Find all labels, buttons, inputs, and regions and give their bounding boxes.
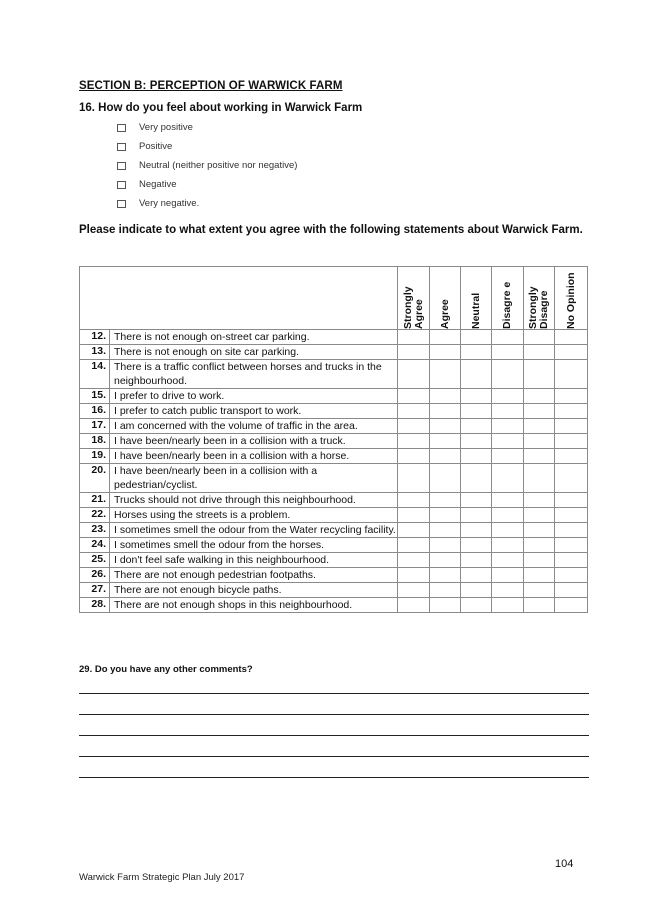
statement-text: I have been/nearly been in a collision with a truck. <box>110 434 398 449</box>
response-cell[interactable] <box>524 449 555 464</box>
response-cell[interactable] <box>524 330 555 345</box>
row-number: 24. <box>80 538 110 553</box>
response-cell[interactable] <box>555 419 588 434</box>
response-cell[interactable] <box>555 345 588 360</box>
response-cell[interactable] <box>492 434 524 449</box>
row-number: 25. <box>80 553 110 568</box>
row-number: 28. <box>80 598 110 613</box>
response-cell[interactable] <box>524 389 555 404</box>
comment-line[interactable] <box>79 777 589 778</box>
response-cell[interactable] <box>524 360 555 389</box>
statement-text: I sometimes smell the odour from the horses. <box>110 538 398 553</box>
response-cell[interactable] <box>398 598 430 613</box>
response-cell[interactable] <box>430 598 461 613</box>
response-cell[interactable] <box>555 404 588 419</box>
response-cell[interactable] <box>430 404 461 419</box>
response-cell[interactable] <box>398 583 430 598</box>
response-cell[interactable] <box>492 583 524 598</box>
response-cell[interactable] <box>492 538 524 553</box>
response-cell[interactable] <box>461 583 492 598</box>
response-cell[interactable] <box>461 360 492 389</box>
checkbox-icon[interactable] <box>117 143 126 151</box>
response-cell[interactable] <box>555 449 588 464</box>
row-number: 19. <box>80 449 110 464</box>
table-row <box>80 464 588 493</box>
response-cell[interactable] <box>492 345 524 360</box>
response-cell[interactable] <box>492 389 524 404</box>
col-neutral: Neutral <box>461 267 492 330</box>
table-row <box>80 598 588 613</box>
table-header-row <box>80 267 588 330</box>
table-row <box>80 434 588 449</box>
response-cell[interactable] <box>461 419 492 434</box>
response-cell[interactable] <box>430 419 461 434</box>
response-cell[interactable] <box>555 389 588 404</box>
row-number: 22. <box>80 508 110 523</box>
table-row <box>80 389 588 404</box>
statement-text: There are not enough shops in this neighbourhood. <box>110 598 398 613</box>
response-cell[interactable] <box>461 404 492 419</box>
response-cell[interactable] <box>555 598 588 613</box>
statement-text: I prefer to catch public transport to work. <box>110 404 398 419</box>
row-number: 13. <box>80 345 110 360</box>
response-cell[interactable] <box>398 419 430 434</box>
response-cell[interactable] <box>430 568 461 583</box>
table-row <box>80 419 588 434</box>
response-cell[interactable] <box>524 583 555 598</box>
agreement-table <box>79 266 588 613</box>
statement-text: There is not enough on site car parking. <box>110 345 398 360</box>
comment-line[interactable] <box>79 693 589 694</box>
response-cell[interactable] <box>430 583 461 598</box>
response-cell[interactable] <box>461 538 492 553</box>
response-cell[interactable] <box>430 493 461 508</box>
statement-text: There is a traffic conflict between horses and trucks in the neighbourhood. <box>110 360 398 389</box>
table-row <box>80 538 588 553</box>
response-cell[interactable] <box>492 404 524 419</box>
response-cell[interactable] <box>461 493 492 508</box>
comment-line[interactable] <box>79 756 589 757</box>
response-cell[interactable] <box>492 568 524 583</box>
option-label: Very positive <box>139 122 193 133</box>
checkbox-icon[interactable] <box>117 124 126 132</box>
option-label: Very negative. <box>139 198 200 209</box>
response-cell[interactable] <box>492 598 524 613</box>
response-cell[interactable] <box>492 523 524 538</box>
response-cell[interactable] <box>492 449 524 464</box>
response-cell[interactable] <box>398 434 430 449</box>
col-strongly-disagree: Strongly Disagre <box>524 267 555 330</box>
section-heading: SECTION B: PERCEPTION OF WARWICK FARM <box>79 80 343 92</box>
checkbox-icon[interactable] <box>117 200 126 208</box>
row-number: 12. <box>80 330 110 345</box>
response-cell[interactable] <box>492 360 524 389</box>
response-cell[interactable] <box>555 523 588 538</box>
statement-text: There is not enough on-street car parking. <box>110 330 398 345</box>
response-cell[interactable] <box>398 389 430 404</box>
response-cell[interactable] <box>492 330 524 345</box>
table-row <box>80 404 588 419</box>
response-cell[interactable] <box>524 404 555 419</box>
response-cell[interactable] <box>492 553 524 568</box>
response-cell[interactable] <box>555 330 588 345</box>
response-cell[interactable] <box>398 568 430 583</box>
response-cell[interactable] <box>492 464 524 493</box>
response-cell[interactable] <box>430 523 461 538</box>
response-cell[interactable] <box>430 330 461 345</box>
response-cell[interactable] <box>555 538 588 553</box>
response-cell[interactable] <box>398 360 430 389</box>
response-cell[interactable] <box>555 434 588 449</box>
instruction-text: Please indicate to what extent you agree with the following statements about Warwick Farm. <box>79 224 583 236</box>
table-row <box>80 493 588 508</box>
row-number: 14. <box>80 360 110 389</box>
row-number: 23. <box>80 523 110 538</box>
col-strongly-agree: Strongly Agree <box>398 267 430 330</box>
checkbox-icon[interactable] <box>117 181 126 189</box>
footer-text: Warwick Farm Strategic Plan July 2017 <box>79 872 245 883</box>
response-cell[interactable] <box>398 508 430 523</box>
response-cell[interactable] <box>524 345 555 360</box>
statement-text: I prefer to drive to work. <box>110 389 398 404</box>
response-cell[interactable] <box>398 345 430 360</box>
row-number: 17. <box>80 419 110 434</box>
response-cell[interactable] <box>524 508 555 523</box>
statement-text: I am concerned with the volume of traffic in the area. <box>110 419 398 434</box>
response-cell[interactable] <box>461 598 492 613</box>
col-no-opinion: No Opinion <box>555 267 588 330</box>
statement-text: There are not enough bicycle paths. <box>110 583 398 598</box>
response-cell[interactable] <box>461 508 492 523</box>
response-cell[interactable] <box>398 553 430 568</box>
question-16: 16. How do you feel about working in Warwick Farm <box>79 102 363 114</box>
response-cell[interactable] <box>555 508 588 523</box>
response-cell[interactable] <box>524 553 555 568</box>
response-cell[interactable] <box>461 568 492 583</box>
question-29: 29. Do you have any other comments? <box>79 664 253 675</box>
response-cell[interactable] <box>398 404 430 419</box>
response-cell[interactable] <box>461 523 492 538</box>
response-cell[interactable] <box>492 493 524 508</box>
response-cell[interactable] <box>524 419 555 434</box>
response-cell[interactable] <box>524 464 555 493</box>
response-cell[interactable] <box>492 508 524 523</box>
table-row <box>80 553 588 568</box>
row-number: 15. <box>80 389 110 404</box>
statement-text: There are not enough pedestrian footpaths. <box>110 568 398 583</box>
response-cell[interactable] <box>430 360 461 389</box>
header-blank <box>80 267 398 330</box>
statement-text: I sometimes smell the odour from the Water recycling facility. <box>110 523 398 538</box>
response-cell[interactable] <box>398 538 430 553</box>
response-cell[interactable] <box>555 493 588 508</box>
table-row <box>80 360 588 389</box>
response-cell[interactable] <box>524 523 555 538</box>
checkbox-icon[interactable] <box>117 162 126 170</box>
row-number: 27. <box>80 583 110 598</box>
response-cell[interactable] <box>430 538 461 553</box>
table-row <box>80 523 588 538</box>
response-cell[interactable] <box>461 389 492 404</box>
response-cell[interactable] <box>555 360 588 389</box>
table-row <box>80 345 588 360</box>
response-cell[interactable] <box>555 583 588 598</box>
table-row <box>80 449 588 464</box>
row-number: 21. <box>80 493 110 508</box>
response-cell[interactable] <box>398 330 430 345</box>
response-cell[interactable] <box>430 434 461 449</box>
option-neutral[interactable] <box>117 160 297 171</box>
comment-line[interactable] <box>79 735 589 736</box>
statement-text: Horses using the streets is a problem. <box>110 508 398 523</box>
response-cell[interactable] <box>398 464 430 493</box>
response-cell[interactable] <box>524 493 555 508</box>
table-row <box>80 568 588 583</box>
response-cell[interactable] <box>398 493 430 508</box>
response-cell[interactable] <box>555 464 588 493</box>
option-negative[interactable] <box>117 179 177 190</box>
table-row <box>80 330 588 345</box>
statement-text: Trucks should not drive through this neighbourhood. <box>110 493 398 508</box>
row-number: 20. <box>80 464 110 493</box>
response-cell[interactable] <box>430 345 461 360</box>
row-number: 18. <box>80 434 110 449</box>
response-cell[interactable] <box>555 553 588 568</box>
response-cell[interactable] <box>492 419 524 434</box>
response-cell[interactable] <box>524 538 555 553</box>
response-cell[interactable] <box>430 553 461 568</box>
response-cell[interactable] <box>430 508 461 523</box>
response-cell[interactable] <box>430 449 461 464</box>
response-cell[interactable] <box>398 449 430 464</box>
response-cell[interactable] <box>461 449 492 464</box>
response-cell[interactable] <box>555 568 588 583</box>
response-cell[interactable] <box>398 523 430 538</box>
option-very-positive[interactable] <box>117 122 193 133</box>
response-cell[interactable] <box>461 330 492 345</box>
row-number: 26. <box>80 568 110 583</box>
response-cell[interactable] <box>461 345 492 360</box>
option-very-negative[interactable] <box>117 198 199 209</box>
statement-text: I have been/nearly been in a collision with a pedestrian/cyclist. <box>110 464 398 493</box>
comment-line[interactable] <box>79 714 589 715</box>
col-agree: Agree <box>430 267 461 330</box>
option-label: Negative <box>139 179 177 190</box>
statement-text: I have been/nearly been in a collision with a horse. <box>110 449 398 464</box>
response-cell[interactable] <box>524 568 555 583</box>
response-cell[interactable] <box>430 464 461 493</box>
response-cell[interactable] <box>461 464 492 493</box>
option-positive[interactable] <box>117 141 172 152</box>
row-number: 16. <box>80 404 110 419</box>
col-disagree: Disagre e <box>492 267 524 330</box>
page-number: 104 <box>555 858 574 870</box>
table-row <box>80 508 588 523</box>
response-cell[interactable] <box>461 553 492 568</box>
response-cell[interactable] <box>524 598 555 613</box>
response-cell[interactable] <box>524 434 555 449</box>
response-cell[interactable] <box>461 434 492 449</box>
option-label: Neutral (neither positive nor negative) <box>139 160 298 171</box>
option-label: Positive <box>139 141 173 152</box>
table-row <box>80 583 588 598</box>
response-cell[interactable] <box>430 389 461 404</box>
statement-text: I don't feel safe walking in this neighbourhood. <box>110 553 398 568</box>
